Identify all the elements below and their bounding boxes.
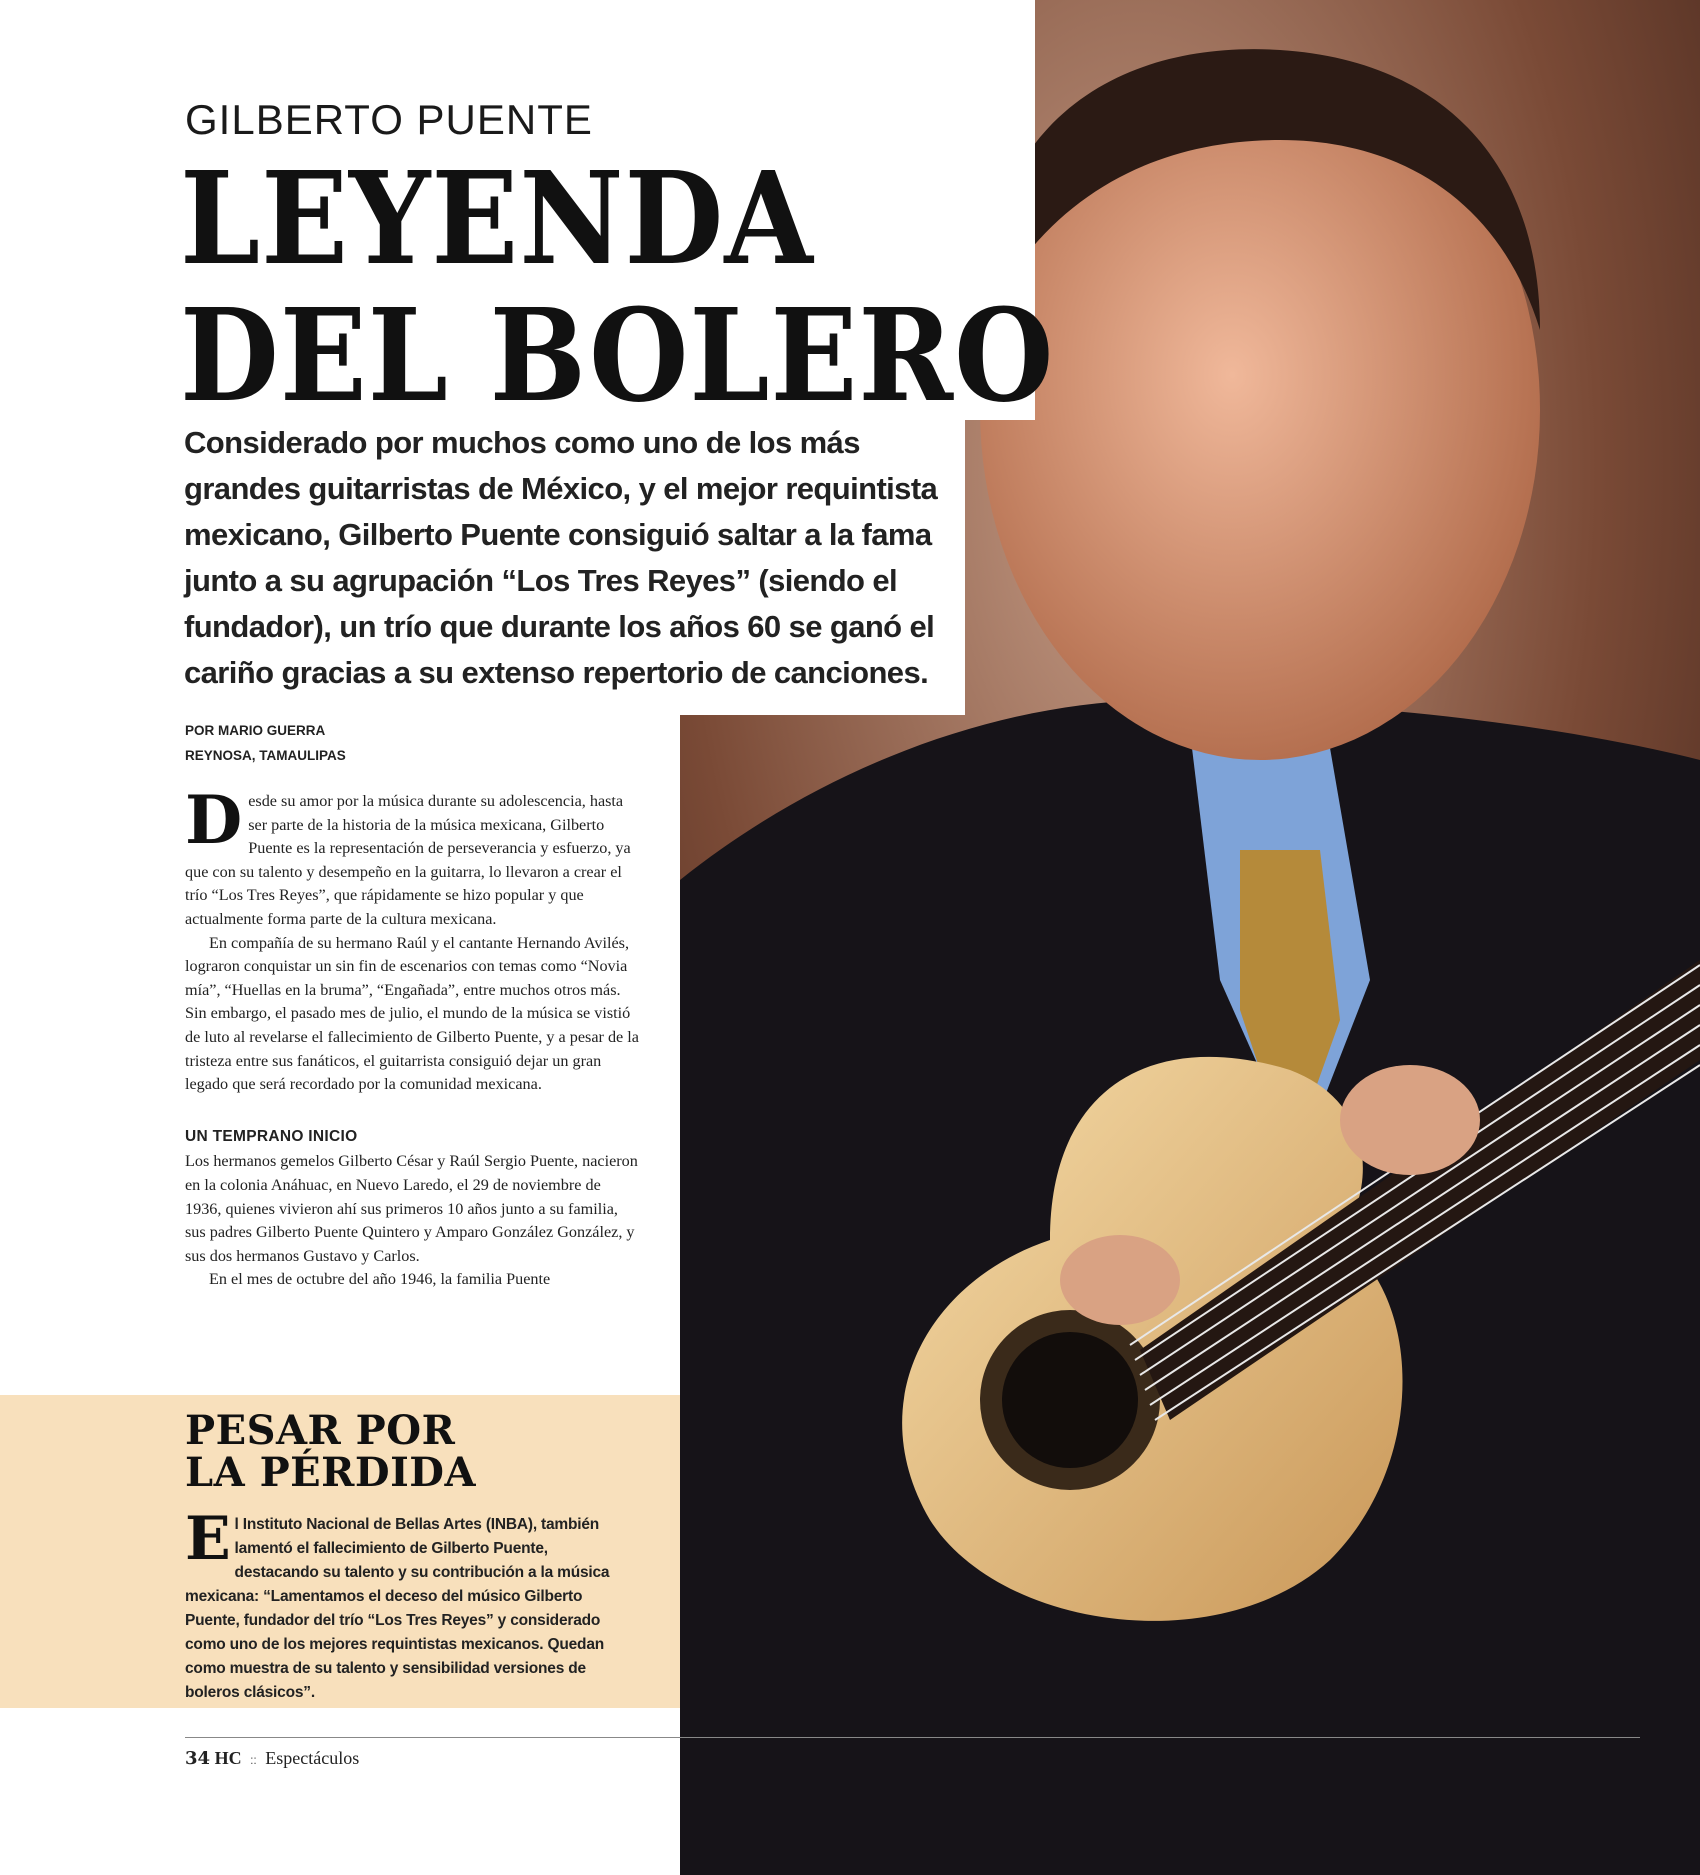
sidebar-drop-cap: E [185, 1504, 231, 1574]
sidebar-paragraph: l Instituto Nacional de Bellas Artes (INBA), también lamentó el fallecimiento de Gilberto Puente, destacando su talento y su contribución a la música mexicana: “Lamentamos el deceso del músico Gilberto Puente, fundador del trío “Los Tres Reyes” y considerado como uno de los mejores requintistas mexicanos. Quedan como muestra de su talento y sensibilidad versiones de boleros clásicos”. [185, 1516, 610, 1701]
section-subhead: UN TEMPRANO INICIO [185, 1127, 358, 1145]
sidebar-title-line-2: LA PÉRDIDA [185, 1449, 477, 1496]
byline [185, 718, 346, 768]
article-kicker: GILBERTO PUENTE [185, 96, 593, 143]
byline-location: REYNOSA, TAMAULIPAS [185, 748, 346, 763]
section-name: Espectáculos [265, 1748, 360, 1768]
page-folio [185, 1748, 359, 1769]
body-paragraph [185, 781, 640, 932]
body-paragraph: Los hermanos gemelos Gilberto César y Raúl Sergio Puente, nacieron en la colonia Anáhuac, en Nuevo Laredo, el 29 de noviembre de 1936, quienes vivieron ahí sus primeros 10 años junto a su familia, sus padres Gilberto Puente Quintero y Amparo González González, y sus dos hermanos Gustavo y Carlos. [185, 1152, 638, 1265]
article-body [185, 781, 640, 1292]
footer-rule [185, 1737, 1640, 1738]
byline-author: POR MARIO GUERRA [185, 723, 326, 738]
sidebar-text [185, 1504, 635, 1705]
magazine-name: HC [214, 1748, 242, 1768]
folio-separator: :: [250, 1753, 257, 1767]
sidebar-title-line-1: PESAR POR [185, 1407, 456, 1454]
headline-line-1: LEYENDA [180, 143, 814, 294]
article-headline [180, 143, 1055, 430]
body-paragraph: En compañía de su hermano Raúl y el cantante Hernando Avilés, lograron conquistar un sin fin de escenarios con temas como “Novia mía”, “Huellas en la bruma”, “Engañada”, entre muchos otros más. Sin embargo, el pasado mes de julio, el mundo de la música se vistió de luto al revelarse el fallecimiento de Gilberto Puente, y a pesar de la tristeza entre sus fanáticos, el guitarrista consiguió dejar un gran legado que será recordado por la comunidad mexicana. [185, 933, 639, 1094]
headline-line-2: DEL BOLERO [180, 279, 1055, 430]
sidebar-title [185, 1407, 477, 1496]
body-paragraph: En el mes de octubre del año 1946, la familia Puente [209, 1270, 551, 1289]
paragraph-text: esde su amor por la música durante su adolescencia, hasta ser parte de la historia de la música mexicana, Gilberto Puente es la representación de perseverancia y esfuerzo, ya que con su talento y desempeño en la guitarra, lo llevaron a crear el trío “Los Tres Reyes”, que rápidamente se hizo popular y que actualmente forma parte de la cultura mexicana. [185, 792, 631, 928]
drop-cap: D [185, 781, 243, 859]
article-deck: Considerado por muchos como uno de los más grandes guitarristas de México, y el mejor requintista mexicano, Gilberto Puente consiguió saltar a la fama junto a su agrupación “Los Tres Reyes” (siendo el fundador), un trío que durante los años 60 se ganó el cariño gracias a su extenso repertorio de canciones. [184, 425, 938, 690]
sidebar-box [0, 1395, 680, 1708]
page-number: 34 [185, 1748, 211, 1769]
